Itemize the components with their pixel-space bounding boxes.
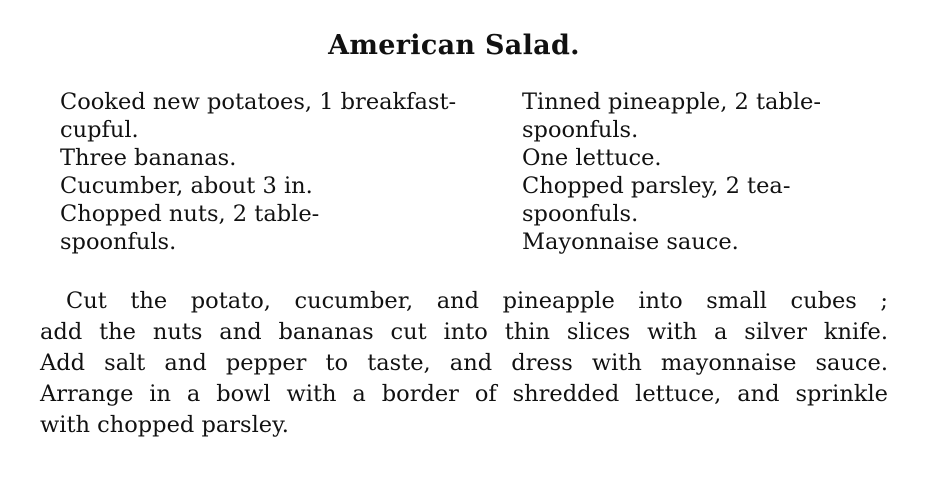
ingredients-left-column (60, 88, 510, 256)
ingredient-continuation: cupful. (60, 117, 139, 143)
ingredient-line: Chopped nuts, 2 table- (60, 201, 320, 227)
ingredient-item (522, 144, 902, 172)
ingredient-item (522, 228, 902, 256)
ingredient-item (522, 172, 902, 228)
ingredient-item (60, 88, 510, 144)
method-paragraph (40, 286, 888, 441)
ingredient-item (60, 172, 510, 200)
ingredient-line: Cucumber, about 3 in. (60, 173, 313, 199)
ingredient-continuation: spoonfuls. (60, 229, 177, 255)
ingredient-continuation: spoonfuls. (522, 117, 639, 143)
ingredient-line: Mayonnaise sauce. (522, 229, 739, 255)
ingredient-continuation: spoonfuls. (522, 201, 639, 227)
ingredient-line: One lettuce. (522, 145, 662, 171)
method-line: Add salt and pepper to taste, and dress with mayonnaise sauce. (40, 350, 888, 376)
ingredients-right-column (522, 88, 902, 256)
method-line: Arrange in a bowl with a border of shredded lettuce, and sprinkle (40, 381, 888, 407)
method-line: add the nuts and bananas cut into thin slices with a silver knife. (40, 319, 888, 345)
method-line: Cut the potato, cucumber, and pineapple into small cubes ; (66, 288, 888, 314)
ingredient-line: Three bananas. (60, 145, 237, 171)
ingredient-item (60, 144, 510, 172)
ingredient-line: Chopped parsley, 2 tea- (522, 173, 791, 199)
ingredient-item (60, 200, 510, 256)
ingredient-line: Cooked new potatoes, 1 breakfast- (60, 89, 457, 115)
ingredient-item (522, 88, 902, 144)
ingredient-line: Tinned pineapple, 2 table- (522, 89, 821, 115)
recipe-title: American Salad. (328, 30, 580, 61)
method-line: with chopped parsley. (40, 412, 289, 438)
